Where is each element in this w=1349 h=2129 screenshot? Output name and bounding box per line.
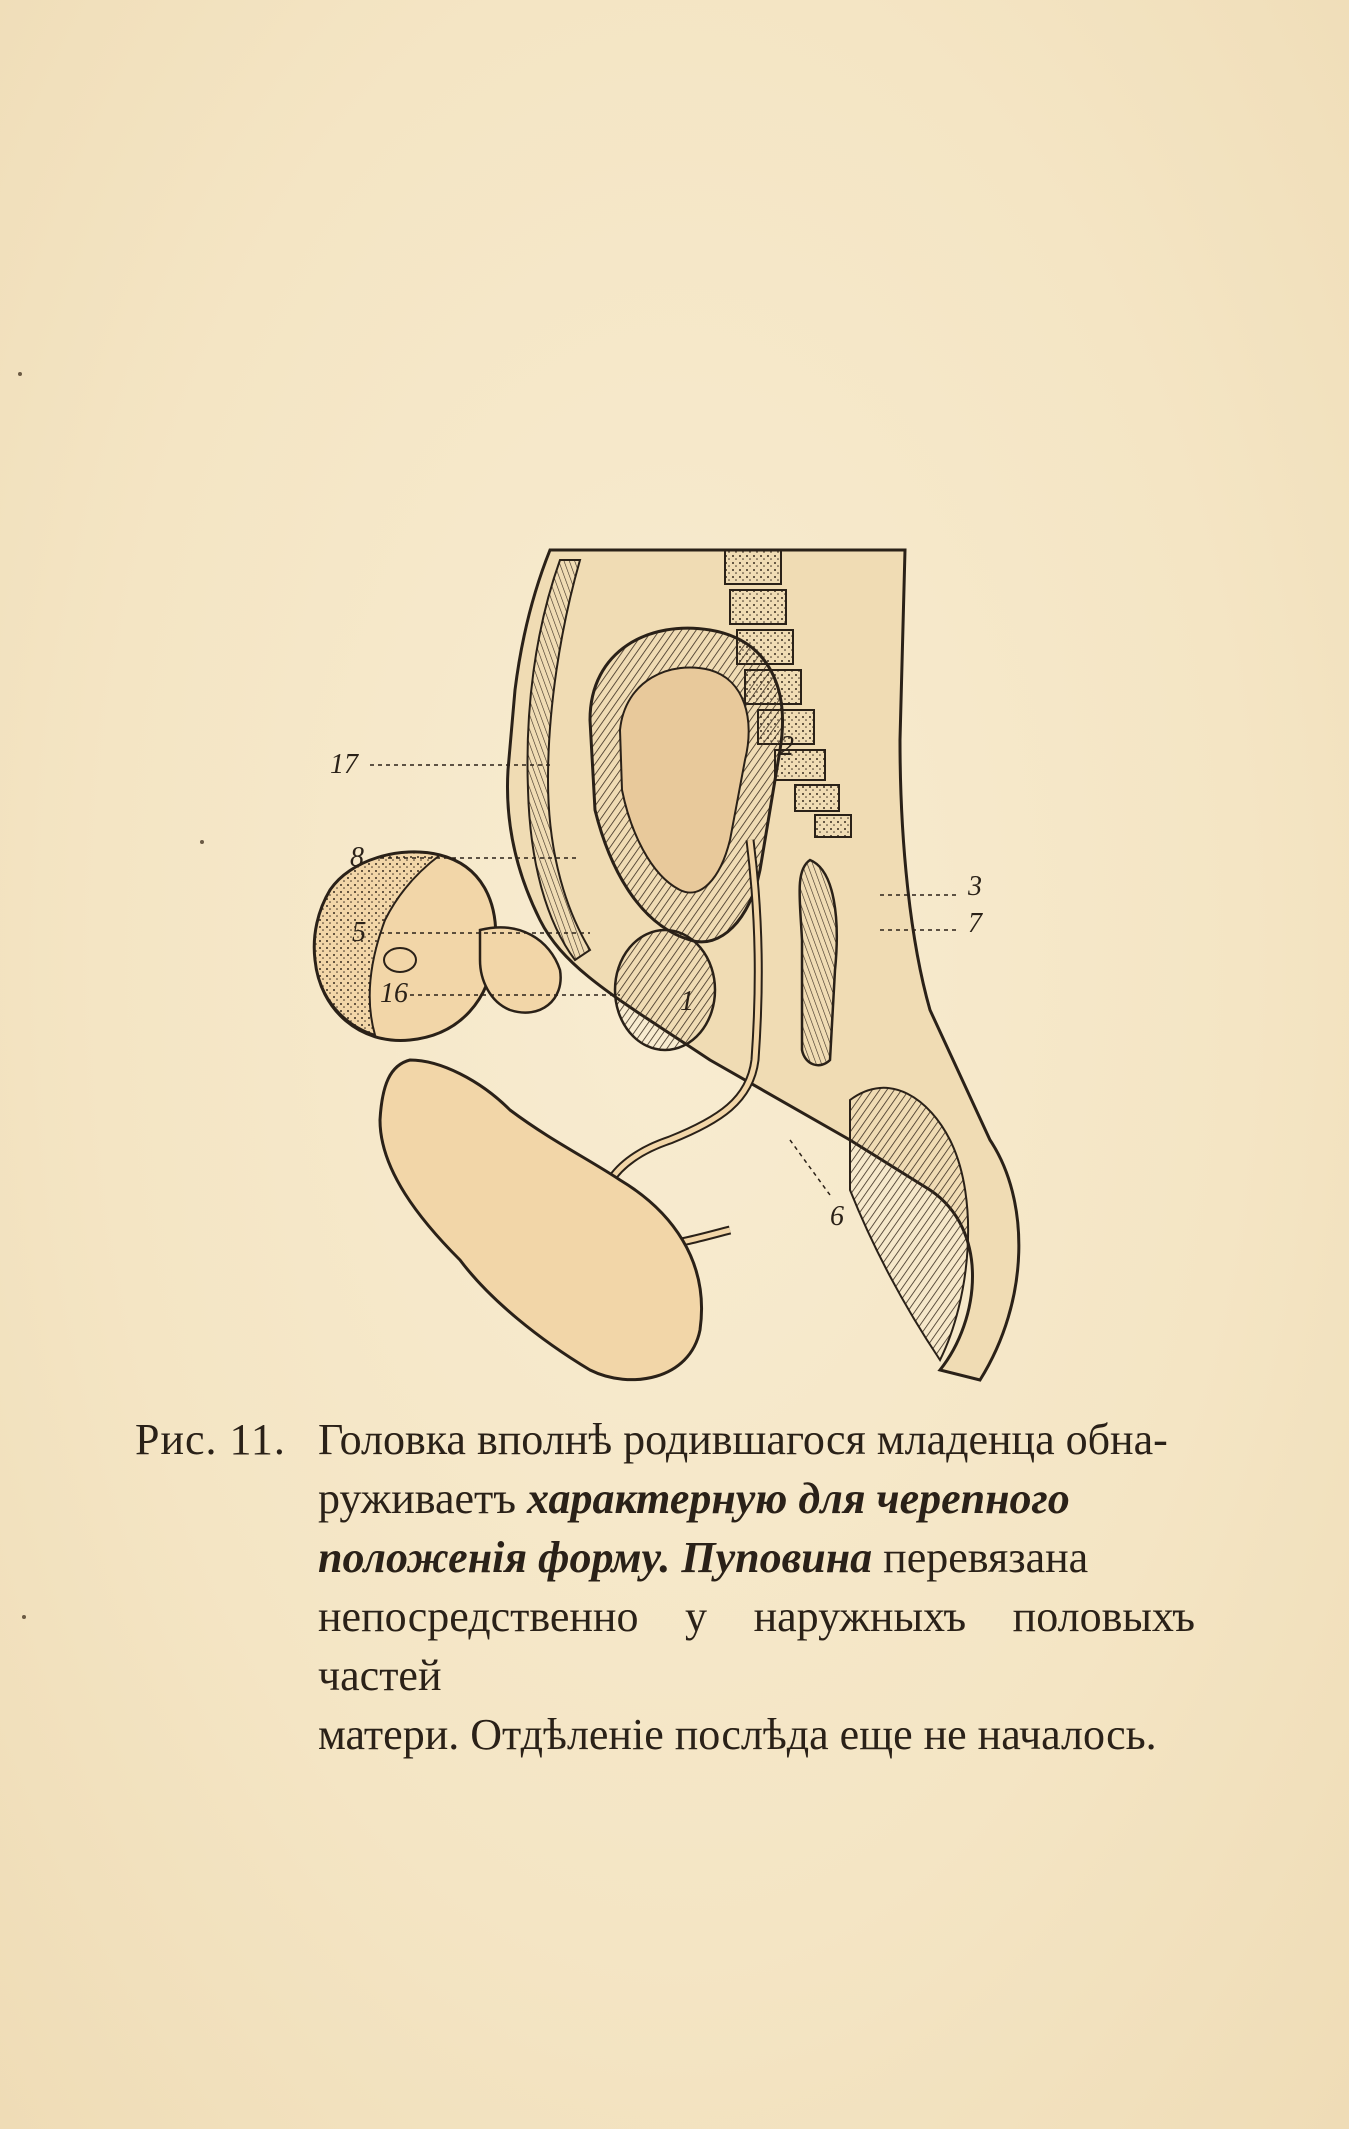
caption-line-2-plain: руживаетъ: [318, 1474, 528, 1523]
paper-speck: [18, 372, 22, 376]
label-1: 1: [680, 986, 694, 1017]
paper-speck: [22, 1615, 26, 1619]
bladder: [615, 930, 715, 1050]
caption-line-2-italic: характерную для черепного: [527, 1474, 1070, 1523]
label-3: 3: [968, 871, 982, 902]
label-7: 7: [968, 908, 982, 939]
rectum: [800, 860, 837, 1065]
caption-label: Рис. 11.: [135, 1415, 286, 1464]
label-6: 6: [830, 1201, 844, 1232]
newborn-ear: [384, 948, 416, 972]
label-17: 17: [330, 749, 358, 780]
anatomical-illustration: [290, 540, 1030, 1390]
illustration-drawing: [290, 540, 1030, 1390]
label-2: 2: [780, 731, 794, 762]
caption-text: [318, 1410, 1195, 1764]
label-5: 5: [352, 917, 366, 948]
label-16: 16: [380, 978, 408, 1009]
caption-line-2: [318, 1469, 1195, 1528]
caption-line-4: непосредственно у наружныхъ половыхъ частей: [318, 1592, 1195, 1700]
caption-line-3: [318, 1528, 1195, 1587]
caption-line-3-italic: положенія формy. Пуповина: [318, 1533, 873, 1582]
paper-speck: [200, 840, 204, 844]
newborn-arm: [480, 927, 561, 1012]
newborn-body: [380, 1060, 702, 1380]
caption-line-5: матери. Отдѣленіе послѣда еще не началось.: [318, 1710, 1157, 1759]
label-8: 8: [350, 842, 364, 873]
caption-line-3-plain: перевязана: [872, 1533, 1089, 1582]
caption-line-1: Головка вполнѣ родившагося младенца обна-: [318, 1415, 1168, 1464]
figure-caption: [135, 1410, 1195, 1764]
